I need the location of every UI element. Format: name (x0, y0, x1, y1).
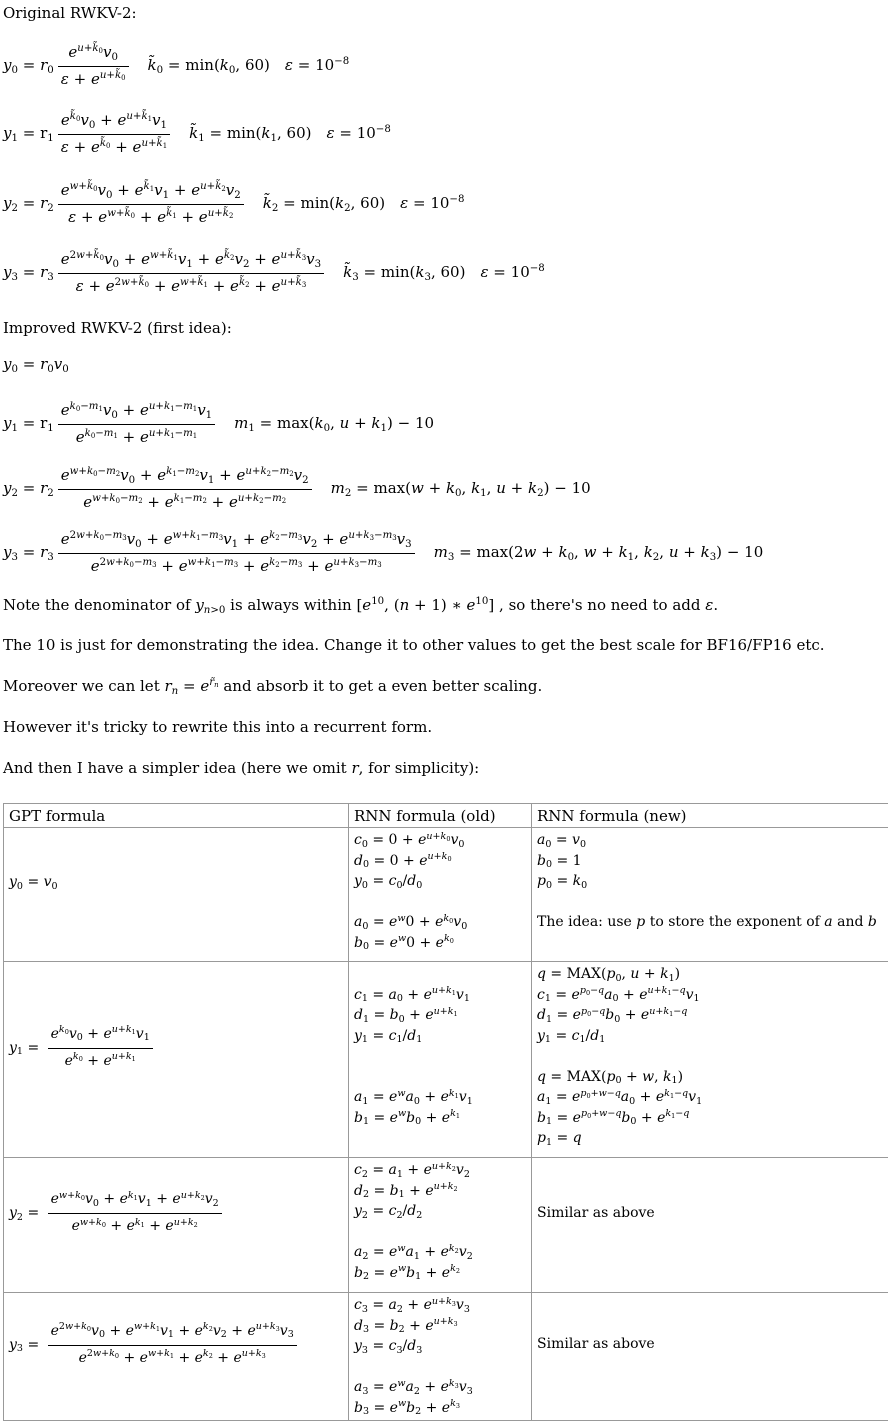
blank-line (537, 1046, 884, 1067)
formula-line: $b_2 = e^wb_1 + e^{k_2}$ (354, 1263, 460, 1283)
formula-line: $q = MAX(p_0 + w$, $k_1$) (537, 1068, 684, 1087)
equation-y1-original: $y_1 = r_1$ $\frac{e^{k̃_0}v_0 + e^{u+k̃_1}v_1}{\varepsilon + e^{k̃_0} + e^{u+k̃_1}}$ $k̃_1 = \min(k_1$, 60) $\varepsilon = 10^{-8}$ (3, 105, 888, 161)
formula-line: The idea: use p to store the exponent of a and b (537, 914, 877, 930)
table-cell (4, 1293, 349, 1421)
table-cell (4, 962, 349, 1158)
formula-line: $b_0 = 1$ (537, 852, 582, 871)
table-row (4, 828, 888, 962)
formula-line: $y_1 = c_1/d_1$ (354, 1027, 423, 1046)
equation-y0-improved: $y_0 = r_0v_0$ (3, 355, 69, 376)
formula-line: $d_3 = b_2 + e^{u+k_3}$ (354, 1316, 458, 1336)
blank-line (537, 892, 884, 913)
table-cell (349, 1293, 532, 1421)
formula-line: $a_0 = e^w0 + e^{k_0}v_0$ (354, 912, 468, 932)
table-cell (4, 1158, 349, 1293)
formula-line: $d_1 = e^{p_0-q}b_0 + e^{u+k_1-q}$ (537, 1005, 688, 1025)
formula-line: $b_1 = e^{p_0+w-q}b_0 + e^{k_1-q}$ (537, 1108, 690, 1128)
note-tricky: However it's tricky to rewrite this into a recurrent form. (3, 718, 433, 736)
formula-line: $d_2 = b_1 + e^{u+k_2}$ (354, 1181, 458, 1201)
formula-line: $c_3 = a_2 + e^{u+k_3}v_3$ (354, 1295, 470, 1315)
section-heading-original: Original RWKV-2: (3, 4, 137, 22)
blank-line (354, 1222, 526, 1243)
table-row (4, 1293, 888, 1421)
formula-line: $b_0 = e^w0 + e^{k_0}$ (354, 933, 454, 953)
table-cell (532, 1158, 888, 1293)
blank-line (354, 1046, 526, 1067)
table-row (4, 962, 888, 1158)
blank-line (354, 1067, 526, 1088)
table-cell (4, 828, 349, 962)
note-simpler-idea: And then I have a simpler idea (here we omit r, for simplicity): (3, 759, 480, 777)
formula-line: $a_2 = e^wa_1 + e^{k_2}v_2$ (354, 1242, 473, 1262)
formula-line: $c_1 = e^{p_0-q}a_0 + e^{u+k_1-q}v_1$ (537, 985, 700, 1005)
table-header (4, 804, 888, 828)
formula-line: $b_1 = e^wb_0 + e^{k_1}$ (354, 1108, 460, 1128)
column-header-rnn-formula-new: RNN formula (new) (532, 804, 888, 828)
table-header-row (4, 804, 888, 828)
table-cell (349, 1158, 532, 1293)
formula-line: $y_0 = v_0$ (9, 874, 58, 893)
table-cell (532, 1293, 888, 1421)
table-cell (349, 828, 532, 962)
formula-line: $q = MAX(p_0$, $u + k_1$) (537, 966, 681, 984)
formula-line: $a_0 = v_0$ (537, 832, 587, 850)
column-header-gpt-formula: GPT formula (4, 804, 349, 828)
formula-line: $y_3 = c_3/d_3$ (354, 1338, 423, 1356)
table-cell (532, 828, 888, 962)
equation-y0-original: $y_0 = r_0$ $\frac{e^{u+k̃_0}v_0}{\varepsilon + e^{u+k̃_0}}$ $k̃_0 = \min(k_0$, 60) $\varepsilon = 10^{-8}$ (3, 37, 888, 93)
formula-line: $d_1 = b_0 + e^{u+k_1}$ (354, 1005, 458, 1025)
formula-line: $p_0 = k_0$ (537, 873, 588, 891)
equation-y2-improved: $y_2 = r_2$ $\frac{e^{w+k_0-m_2}v_0 + e^{k_1-m_2}v_1 + e^{u+k_2-m_2}v_2}{e^{w+k_0-m_2} + e^{k_1-m_2} + e^{u+k_2-m_2}}$ $m_2 = \max(w + k_0$, $k_1$, $u + k_2) - 10$ (3, 460, 888, 516)
table-row (4, 1158, 888, 1293)
table-cell (349, 962, 532, 1158)
formula-line: $c_1 = a_0 + e^{u+k_1}v_1$ (354, 985, 470, 1005)
formula-line: $y_0 = c_0/d_0$ (354, 873, 423, 891)
formula-line: $d_0 = 0 + e^{u+k_0}$ (354, 851, 452, 871)
formula-line: $c_2 = a_1 + e^{u+k_2}v_2$ (354, 1160, 470, 1180)
formula-line: $y_3$ = $\frac{e^{2w+k_0}v_0 + e^{w+k_1}v_1 + e^{k_2}v_2 + e^{u+k_3}v_3}{e^{2w+k_0} + e^{w+k_1} + e^{k_2} + e^{u+k_3}}$ (9, 1319, 343, 1371)
formula-line: $y_1 = c_1/d_1$ (537, 1027, 606, 1046)
formula-line: $b_3 = e^wb_2 + e^{k_3}$ (354, 1398, 460, 1418)
formula-line: $a_3 = e^wa_2 + e^{k_3}v_3$ (354, 1377, 473, 1397)
formula-table-body (4, 828, 888, 1421)
blank-line (354, 1357, 526, 1378)
note-denominator: Note the denominator of $y_{n>0}$ is always within [$e^{10}$, (n + 1) ∗ $e^{10}$] , so there's no need to add ε. (3, 596, 719, 617)
formula-table (3, 803, 888, 1421)
equation-y3-original: $y_3 = r_3$ $\frac{e^{2w+k̃_0}v_0 + e^{w+k̃_1}v_1 + e^{k̃_2}v_2 + e^{u+k̃_3}v_3}{\varepsilon + e^{2w+k̃_0} + e^{w+k̃_1} + e^{k̃_2} + e^{u+k̃_3}}$ $k̃_3 = \min(k_3$, 60) $\varepsilon = 10^{-8}$ (3, 244, 888, 300)
equation-y3-improved: $y_3 = r_3$ $\frac{e^{2w+k_0-m_3}v_0 + e^{w+k_1-m_3}v_1 + e^{k_2-m_3}v_2 + e^{u+k_3-m_3}v_3}{e^{2w+k_0-m_3} + e^{w+k_1-m_3} + e^{k_2-m_3} + e^{u+k_3-m_3}}$ $m_3 = \max(2w + k_0$, $w + k_1$, $k_2$, $u + k_3) - 10$ (3, 524, 888, 580)
blank-line (354, 892, 526, 913)
formula-line: $y_1$ = $\frac{e^{k_0}v_0 + e^{u+k_1}v_1}{e^{k_0} + e^{u+k_1}}$ (9, 1022, 343, 1074)
formula-line: Similar as above (537, 1204, 655, 1221)
section-heading-improved: Improved RWKV-2 (first idea): (3, 319, 232, 337)
formula-line: $y_2$ = $\frac{e^{w+k_0}v_0 + e^{k_1}v_1 + e^{u+k_2}v_2}{e^{w+k_0} + e^{k_1} + e^{u+k_2}}$ (9, 1187, 343, 1239)
note-absorb: Moreover we can let $r_n = e^{r̃_n}$ and absorb it to get a even better scaling. (3, 677, 543, 698)
column-header-rnn-formula-old: RNN formula (old) (349, 804, 532, 828)
formula-line: $p_1 = q$ (537, 1130, 582, 1148)
equation-y1-improved: $y_1 = r_1$ $\frac{e^{k_0-m_1}v_0 + e^{u+k_1-m_1}v_1}{e^{k_0-m_1} + e^{u+k_1-m_1}}$ $m_1 = \max(k_0$, $u + k_1) - 10$ (3, 395, 888, 451)
formula-line: $a_1 = e^wa_0 + e^{k_1}v_1$ (354, 1087, 473, 1107)
table-cell (532, 962, 888, 1158)
note-scale: The 10 is just for demonstrating the idea. Change it to other values to get the best scale for BF16/FP16 etc. (3, 636, 825, 654)
equation-y2-original: $y_2 = r_2$ $\frac{e^{w+k̃_0}v_0 + e^{k̃_1}v_1 + e^{u+k̃_2}v_2}{\varepsilon + e^{w+k̃_0} + e^{k̃_1} + e^{u+k̃_2}}$ $k̃_2 = \min(k_2$, 60) $\varepsilon = 10^{-8}$ (3, 175, 888, 231)
formula-line: $a_1 = e^{p_0+w-q}a_0 + e^{k_1-q}v_1$ (537, 1087, 703, 1107)
formula-line: Similar as above (537, 1336, 655, 1353)
formula-line: $c_0 = 0 + e^{u+k_0}v_0$ (354, 830, 465, 850)
blank-line (354, 964, 526, 985)
formula-line: $y_2 = c_2/d_2$ (354, 1203, 423, 1221)
